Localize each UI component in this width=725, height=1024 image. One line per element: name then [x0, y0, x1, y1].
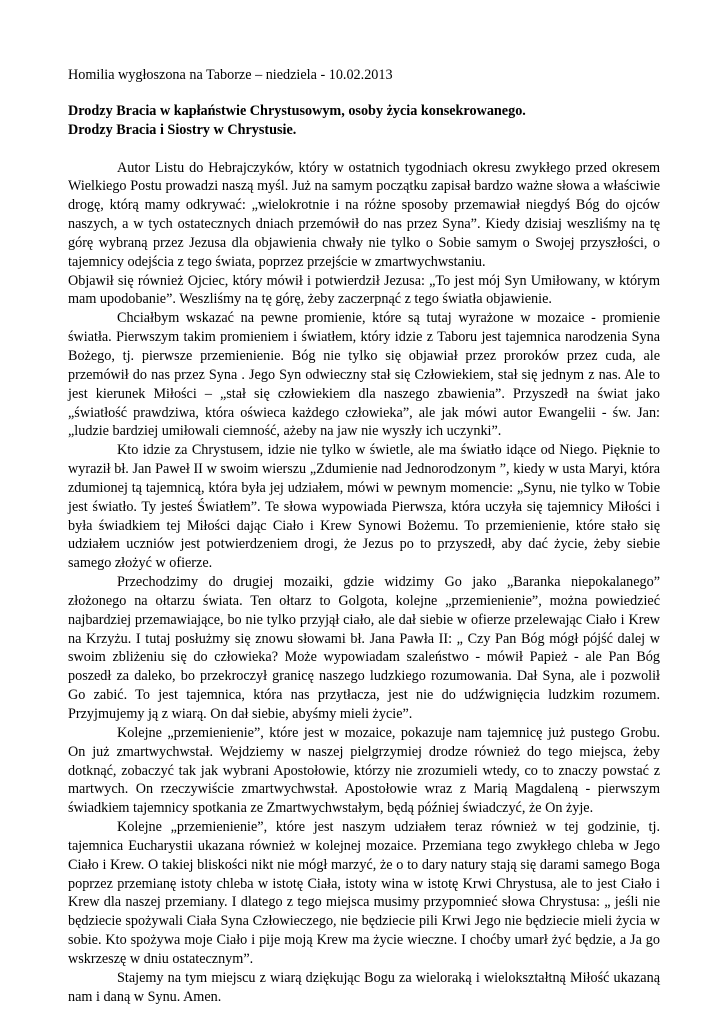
greeting-block — [68, 102, 660, 140]
paragraph-closing: Stajemy na tym miejscu z wiarą dziękując Bogu za wieloraką i wielokształtną Miłość ukazaną nam i daną w Synu. Amen. — [68, 969, 660, 1005]
paragraph-intro: Autor Listu do Hebrajczyków, który w ostatnich tygodniach okresu zwykłego przed okresem Wielkiego Postu prowadzi naszą myśl. Już na samym początku zapisał bardzo ważne słowa a właściwie drogę, którą mamy odkrywać: „wielokrotnie i na różne sposoby przemawiał niegdyś Bóg do ojców naszych, a w tych ostatecznych dniach przemówił do nas przez Syna”. Kiedy dzisiaj weszliśmy na tę górę wybraną przez Jezusa dla objawienia chwały nie tylko o Sobie samym o Swojej przyszłości, o tajemnicy odejścia z tego świata, poprzez przejście w zmartwychwstaniu. — [68, 159, 660, 270]
paragraph-father-voice: Objawił się również Ojciec, który mówił i potwierdził Jezusa: „To jest mój Syn Umiłowany, w którym mam upodobanie”. Weszliśmy na tę górę, żeby zaczerpnąć z tego światła objawienie. — [68, 272, 660, 308]
paragraph-eucharist: Kolejne „przemienienie”, które jest naszym udziałem teraz również w tej godzinie, tj. tajemnica Eucharystii ukazana również w kolejnej mozaice. Przemiana tego zwykłego chleba w Jego Ciało i Krew. O takiej bliskości nikt nie mógł marzyć, że o to dary natury stają się darami samego Boga poprzez przemianę istoty chleba w istotę Ciała, istoty wina w istotę Krwi Chrystusa, ale to jest Ciało i Krew dla naszej przemiany. I dlatego z tego miejsca musimy przypomnieć słowa Chrystusa: „ jeśli nie będziecie spożywali Ciała Syna Człowieczego, nie będziecie pili Krwi Jego nie będziecie mieli życia w sobie. Kto spożywa moje Ciało i pije moją Krew ma życie wieczne. I choćby umarł żyć będzie, a Ja go wskrzeszę w dniu ostatecznym”. — [68, 819, 660, 967]
paragraph-empty-tomb: Kolejne „przemienienie”, które jest w mozaice, pokazuje nam tajemnicę już pustego Grobu. On już zmartwychwstał. Wejdziemy w naszej pielgrzymiej drodze również do tego miejsca, żeby dotknąć, zobaczyć tak jak wybrani Apostołowie, którzy nie zrozumieli wtedy, co to znaczy powstać z martwych. On rzeczywiście zmartwychwstał. Apostołowie wraz z Marią Magdaleną - pierwszym świadkiem tajemnicy spotkania ze Zmartwychwstałym, będą później świadczyć, że On żyje. — [68, 724, 660, 817]
paragraph-second-mosaic: Przechodzimy do drugiej mozaiki, gdzie widzimy Go jako „Baranka niepokalanego” złożonego na ołtarzu świata. Ten ołtarz to Golgota, kolejne „przemienienie”, można powiedzieć najbardziej przemawiające, bo nie tylko przyjął ciało, ale dał siebie w ofierze przelewając Ciało i Krew na Krzyżu. I tutaj posłużmy się znowu słowami bł. Jana Pawła II: „ Czy Pan Bóg mógł pójść dalej w swoim zbliżeniu się do człowieka? Może wypowiadam szaleństwo - mówił Papież - ale Pan Bóg poszedł za daleko, bo przekroczył granicę naszego ludzkiego rozumowania. Dał Syna, ale i pozwolił Go zabić. To jest tajemnica, która nas przytłacza, jest nie do udźwignięcia ludzkim rozumem. Przyjmujemy ją z wiarą. On dał siebie, abyśmy mieli życie”. — [68, 574, 660, 722]
greeting-clergy: Drodzy Bracia w kapłaństwie Chrystusowym, osoby życia konsekrowanego. — [68, 102, 526, 119]
paragraph-first-ray: Chciałbym wskazać na pewne promienie, które są tutaj wyrażone w mozaice - promienie światła. Pierwszym takim promieniem i światłem, który idzie z Taboru jest tajemnica narodzenia Syna Bożego, tj. pierwsze przemienienie. Bóg nie tylko się objawiał przez proroków przez cuda, ale przemówił do nas przez Syna . Jego Syn odwieczny stał się Człowiekiem, stał się jednym z nas. Ale to jest kierunek Miłości – „stał się człowiekiem dla naszego zbawienia”. Przyszedł na świat jako „światłość prawdziwa, która oświeca każdego człowieka”, ale jak mówi autor Ewangelii - św. Jan: „ludzie bardziej umiłowali ciemność, ażeby na jaw nie wyszły ich uczynki”. — [68, 310, 660, 440]
homily-document — [68, 66, 660, 1007]
greeting-faithful: Drodzy Bracia i Siostry w Chrystusie. — [68, 121, 297, 138]
document-header: Homilia wygłoszona na Taborze – niedziela - 10.02.2013 — [68, 67, 393, 83]
paragraph-light-of-christ: Kto idzie za Chrystusem, idzie nie tylko w świetle, ale ma światło idące od Niego. Pięknie to wyraził bł. Jan Paweł II w swoim wierszu „Zdumienie nad Jednorodzonym ”, kiedy w usta Maryi, która zdumionej tą tajemnicą, która była jej udziałem, mówi w pewnym momencie: „Synu, nie tylko w Tobie jest światło. Ty jesteś Światłem”. Te słowa wypowiada Pierwsza, która uczyła się tajemnicy Miłości i była świadkiem tej Miłości dając Ciało i Krew Synowi Bożemu. To przemienienie, które stało się udziałem uczniów jest potwierdzeniem drogi, że Jezus po to przyszedł, aby dać życie, żeby siebie samego złożyć w ofierze. — [68, 442, 660, 572]
